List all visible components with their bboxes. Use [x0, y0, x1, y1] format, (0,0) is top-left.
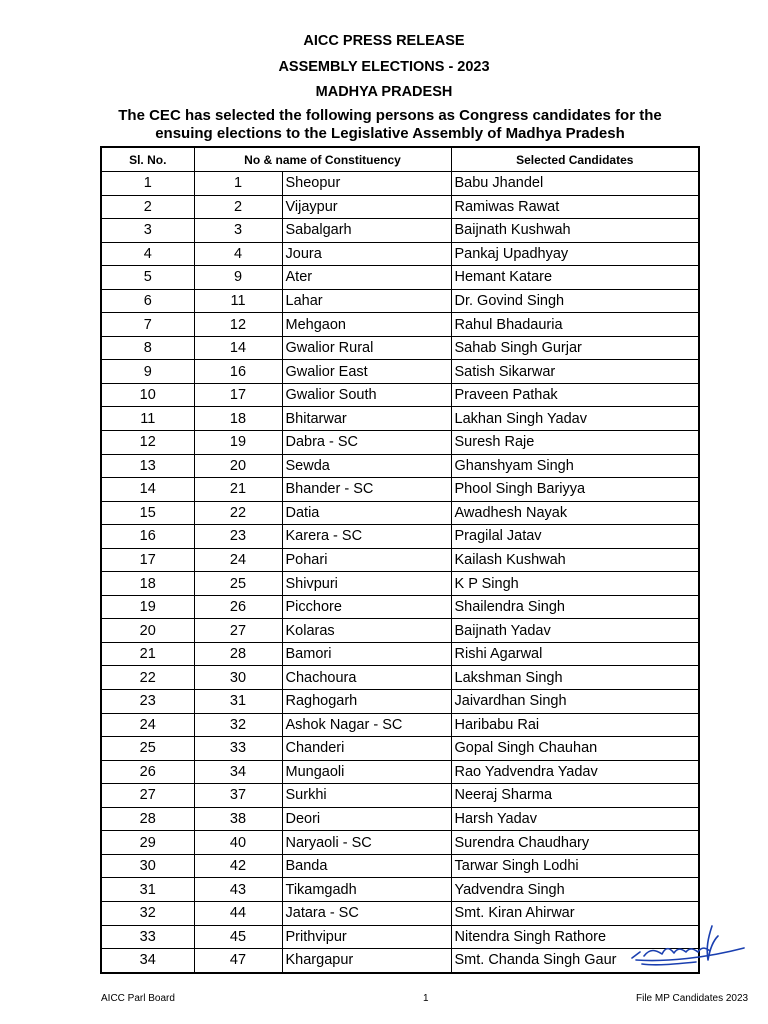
table-row: [101, 572, 699, 596]
cell-candidate: Ramiwas Rawat: [451, 195, 699, 219]
cell-candidate: Babu Jhandel: [451, 172, 699, 196]
cell-constituency-no: 47: [194, 949, 282, 973]
table-row: [101, 289, 699, 313]
cell-constituency-name: Lahar: [282, 289, 451, 313]
table-row: [101, 242, 699, 266]
table-row: [101, 501, 699, 525]
cell-sl-no: 15: [101, 501, 194, 525]
cell-constituency-no: 18: [194, 407, 282, 431]
cell-candidate: Baijnath Yadav: [451, 619, 699, 643]
cell-constituency-no: 21: [194, 478, 282, 502]
cell-constituency-name: Bhander - SC: [282, 478, 451, 502]
table-row: [101, 266, 699, 290]
signature-image: [616, 918, 746, 968]
cell-constituency-name: Gwalior East: [282, 360, 451, 384]
cell-candidate: Phool Singh Bariyya: [451, 478, 699, 502]
cell-sl-no: 21: [101, 642, 194, 666]
table-row: [101, 383, 699, 407]
table-row: [101, 737, 699, 761]
cell-constituency-name: Sabalgarh: [282, 219, 451, 243]
table-row: [101, 454, 699, 478]
cell-constituency-no: 42: [194, 854, 282, 878]
cell-sl-no: 29: [101, 831, 194, 855]
cell-constituency-no: 31: [194, 690, 282, 714]
state-title: MADHYA PRADESH: [315, 84, 453, 100]
cell-constituency-name: Prithvipur: [282, 925, 451, 949]
cell-candidate: Hemant Katare: [451, 266, 699, 290]
cell-candidate: K P Singh: [451, 572, 699, 596]
cell-constituency-no: 43: [194, 878, 282, 902]
cell-sl-no: 14: [101, 478, 194, 502]
cell-constituency-name: Gwalior South: [282, 383, 451, 407]
cell-candidate: Nitendra Singh Rathore: [451, 925, 699, 949]
cell-constituency-no: 40: [194, 831, 282, 855]
cell-candidate: Tarwar Singh Lodhi: [451, 854, 699, 878]
table-row: [101, 407, 699, 431]
cell-sl-no: 3: [101, 219, 194, 243]
cell-constituency-name: Ater: [282, 266, 451, 290]
cell-candidate: Lakshman Singh: [451, 666, 699, 690]
cell-constituency-name: Picchore: [282, 595, 451, 619]
cell-constituency-no: 38: [194, 807, 282, 831]
cell-constituency-no: 26: [194, 595, 282, 619]
cell-constituency-name: Bamori: [282, 642, 451, 666]
cell-constituency-name: Mungaoli: [282, 760, 451, 784]
cell-constituency-no: 34: [194, 760, 282, 784]
cell-candidate: Kailash Kushwah: [451, 548, 699, 572]
cell-sl-no: 28: [101, 807, 194, 831]
cell-sl-no: 24: [101, 713, 194, 737]
cell-constituency-no: 16: [194, 360, 282, 384]
cell-constituency-name: Jatara - SC: [282, 901, 451, 925]
page-number: 1: [423, 993, 429, 1004]
cell-constituency-name: Surkhi: [282, 784, 451, 808]
cell-constituency-no: 4: [194, 242, 282, 266]
cell-constituency-no: 45: [194, 925, 282, 949]
cell-candidate: Dr. Govind Singh: [451, 289, 699, 313]
cell-sl-no: 27: [101, 784, 194, 808]
cell-constituency-name: Tikamgadh: [282, 878, 451, 902]
cell-sl-no: 19: [101, 595, 194, 619]
table-row: [101, 548, 699, 572]
cell-sl-no: 5: [101, 266, 194, 290]
cell-constituency-name: Deori: [282, 807, 451, 831]
cell-sl-no: 9: [101, 360, 194, 384]
cell-candidate: Gopal Singh Chauhan: [451, 737, 699, 761]
table-row: [101, 831, 699, 855]
cell-constituency-name: Mehgaon: [282, 313, 451, 337]
cell-constituency-name: Vijaypur: [282, 195, 451, 219]
cell-sl-no: 10: [101, 383, 194, 407]
table-row: [101, 807, 699, 831]
cell-constituency-no: 20: [194, 454, 282, 478]
table-row: [101, 690, 699, 714]
cell-candidate: Pankaj Upadhyay: [451, 242, 699, 266]
cell-sl-no: 26: [101, 760, 194, 784]
cell-candidate: Lakhan Singh Yadav: [451, 407, 699, 431]
cell-candidate: Pragilal Jatav: [451, 525, 699, 549]
cell-candidate: Sahab Singh Gurjar: [451, 336, 699, 360]
cell-sl-no: 18: [101, 572, 194, 596]
cell-candidate: Suresh Raje: [451, 431, 699, 455]
cell-constituency-no: 19: [194, 431, 282, 455]
table-row: [101, 195, 699, 219]
cell-sl-no: 4: [101, 242, 194, 266]
cell-candidate: Neeraj Sharma: [451, 784, 699, 808]
cell-sl-no: 20: [101, 619, 194, 643]
cell-constituency-name: Chanderi: [282, 737, 451, 761]
cell-sl-no: 7: [101, 313, 194, 337]
cell-candidate: Haribabu Rai: [451, 713, 699, 737]
election-title: ASSEMBLY ELECTIONS - 2023: [278, 59, 490, 75]
cell-sl-no: 6: [101, 289, 194, 313]
cell-constituency-no: 3: [194, 219, 282, 243]
table-row: [101, 172, 699, 196]
cell-constituency-name: Banda: [282, 854, 451, 878]
cell-candidate: Harsh Yadav: [451, 807, 699, 831]
footer-left: AICC Parl Board: [101, 993, 175, 1004]
cell-sl-no: 32: [101, 901, 194, 925]
cell-sl-no: 16: [101, 525, 194, 549]
cell-constituency-no: 30: [194, 666, 282, 690]
cell-constituency-no: 33: [194, 737, 282, 761]
cell-constituency-no: 23: [194, 525, 282, 549]
cell-constituency-name: Datia: [282, 501, 451, 525]
cell-constituency-name: Raghogarh: [282, 690, 451, 714]
cell-candidate: Yadvendra Singh: [451, 878, 699, 902]
cell-sl-no: 23: [101, 690, 194, 714]
cell-constituency-no: 37: [194, 784, 282, 808]
cell-constituency-name: Ashok Nagar - SC: [282, 713, 451, 737]
col-header-constituency: No & name of Constituency: [194, 147, 451, 172]
table-row: [101, 619, 699, 643]
col-header-sl: Sl. No.: [101, 147, 194, 172]
cell-constituency-name: Sewda: [282, 454, 451, 478]
table-row: [101, 854, 699, 878]
footer-right: File MP Candidates 2023: [636, 993, 749, 1004]
cell-sl-no: 22: [101, 666, 194, 690]
table-row: [101, 642, 699, 666]
cell-candidate: Rishi Agarwal: [451, 642, 699, 666]
cell-sl-no: 34: [101, 949, 194, 973]
cell-sl-no: 17: [101, 548, 194, 572]
cell-candidate: Surendra Chaudhary: [451, 831, 699, 855]
cell-constituency-name: Kolaras: [282, 619, 451, 643]
cell-constituency-no: 17: [194, 383, 282, 407]
cell-sl-no: 31: [101, 878, 194, 902]
cell-constituency-no: 24: [194, 548, 282, 572]
table-row: [101, 431, 699, 455]
table-row: [101, 949, 699, 973]
cell-candidate: Praveen Pathak: [451, 383, 699, 407]
cell-constituency-name: Bhitarwar: [282, 407, 451, 431]
cell-candidate: Smt. Chanda Singh Gaur: [451, 949, 699, 973]
table-row: [101, 360, 699, 384]
table-row: [101, 878, 699, 902]
cell-constituency-name: Karera - SC: [282, 525, 451, 549]
cell-candidate: Baijnath Kushwah: [451, 219, 699, 243]
cell-constituency-no: 9: [194, 266, 282, 290]
cell-sl-no: 1: [101, 172, 194, 196]
cell-constituency-no: 1: [194, 172, 282, 196]
cell-sl-no: 12: [101, 431, 194, 455]
cell-candidate: Rao Yadvendra Yadav: [451, 760, 699, 784]
cell-sl-no: 30: [101, 854, 194, 878]
cell-constituency-no: 12: [194, 313, 282, 337]
table-row: [101, 901, 699, 925]
table-row: [101, 784, 699, 808]
press-release-title: AICC PRESS RELEASE: [303, 33, 465, 49]
cell-sl-no: 33: [101, 925, 194, 949]
cell-constituency-name: Naryaoli - SC: [282, 831, 451, 855]
intro-text: The CEC has selected the following persons as Congress candidates for the ensuing elections to the Legislative Assembly of Madhya Pradesh: [118, 107, 662, 142]
cell-candidate: Smt. Kiran Ahirwar: [451, 901, 699, 925]
cell-constituency-name: Khargapur: [282, 949, 451, 973]
cell-constituency-name: Shivpuri: [282, 572, 451, 596]
table-row: [101, 525, 699, 549]
cell-constituency-no: 22: [194, 501, 282, 525]
cell-candidate: Shailendra Singh: [451, 595, 699, 619]
cell-sl-no: 11: [101, 407, 194, 431]
cell-sl-no: 25: [101, 737, 194, 761]
cell-candidate: Awadhesh Nayak: [451, 501, 699, 525]
cell-constituency-name: Joura: [282, 242, 451, 266]
cell-sl-no: 13: [101, 454, 194, 478]
cell-constituency-no: 11: [194, 289, 282, 313]
cell-constituency-no: 44: [194, 901, 282, 925]
table-row: [101, 666, 699, 690]
cell-constituency-no: 32: [194, 713, 282, 737]
col-header-candidates: Selected Candidates: [451, 147, 699, 172]
candidates-table: [100, 146, 700, 974]
cell-constituency-no: 25: [194, 572, 282, 596]
cell-candidate: Ghanshyam Singh: [451, 454, 699, 478]
cell-candidate: Rahul Bhadauria: [451, 313, 699, 337]
table-header-row: [101, 147, 699, 172]
cell-candidate: Jaivardhan Singh: [451, 690, 699, 714]
cell-constituency-no: 27: [194, 619, 282, 643]
cell-constituency-no: 2: [194, 195, 282, 219]
table-row: [101, 313, 699, 337]
cell-sl-no: 2: [101, 195, 194, 219]
table-row: [101, 336, 699, 360]
cell-constituency-no: 28: [194, 642, 282, 666]
table-row: [101, 925, 699, 949]
cell-constituency-name: Gwalior Rural: [282, 336, 451, 360]
table-row: [101, 713, 699, 737]
cell-sl-no: 8: [101, 336, 194, 360]
table-row: [101, 760, 699, 784]
cell-candidate: Satish Sikarwar: [451, 360, 699, 384]
cell-constituency-no: 14: [194, 336, 282, 360]
cell-constituency-name: Chachoura: [282, 666, 451, 690]
table-row: [101, 595, 699, 619]
cell-constituency-name: Sheopur: [282, 172, 451, 196]
cell-constituency-name: Dabra - SC: [282, 431, 451, 455]
table-row: [101, 478, 699, 502]
cell-constituency-name: Pohari: [282, 548, 451, 572]
table-row: [101, 219, 699, 243]
